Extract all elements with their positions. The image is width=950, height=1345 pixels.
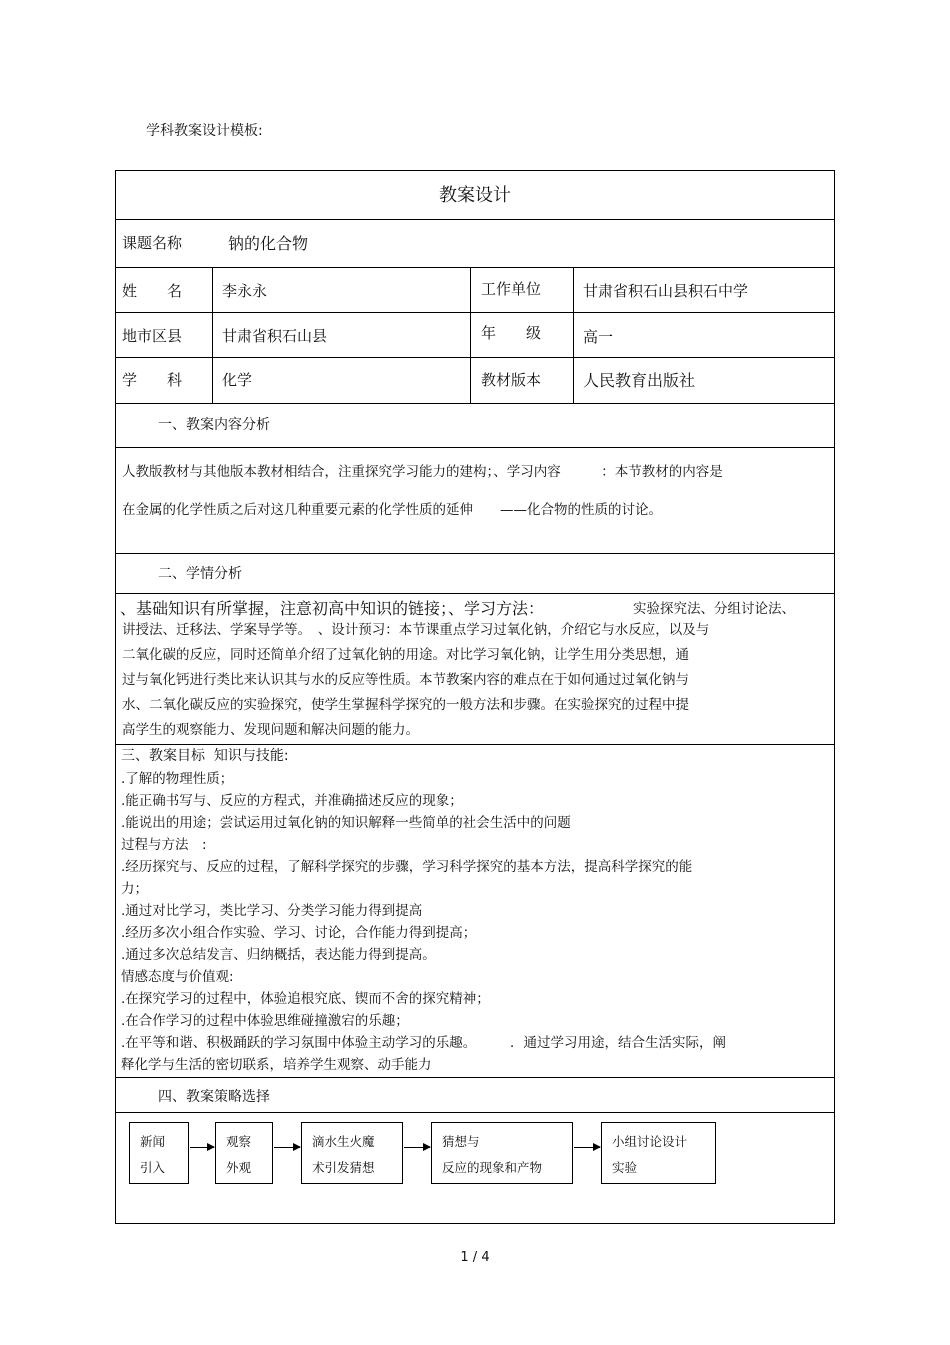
page-number: 1 / 4 xyxy=(460,1250,490,1265)
unit-value: 甘肃省积石山县积石中学 xyxy=(583,282,749,300)
topic-value: 钠的化合物 xyxy=(228,234,309,253)
text-line: 力； xyxy=(121,881,148,897)
flow-step-line: 引入 xyxy=(140,1160,166,1175)
subject-label: 学 科 xyxy=(122,371,183,389)
text-line: 过与氧化钙进行类比来认识其与水的反应等性质。本节教案内容的难点在于如何通过过氧化钠与 xyxy=(122,672,689,688)
section3-title: 三、教案目标 xyxy=(121,748,205,764)
flow-step-line: 外观 xyxy=(226,1160,252,1175)
text-line: .通过对比学习，类比学习、分类学习能力得到提高 xyxy=(121,903,423,919)
edition-label: 教材版本 xyxy=(481,371,542,389)
subject-value: 化学 xyxy=(222,371,253,389)
table-rule xyxy=(115,1112,835,1113)
section1-text xyxy=(122,498,662,523)
flow-arrow-icon xyxy=(274,1147,300,1148)
flow-step-line: 术引发猜想 xyxy=(312,1160,375,1175)
text-line: 二氧化碳的反应，同时还简单介绍了过氧化钠的用途。对比学习氧化钠，让学生用分类思想，通 xyxy=(122,647,689,663)
section3-sub: 知识与技能: xyxy=(213,748,289,764)
table-rule xyxy=(115,219,835,220)
flow-arrow-icon xyxy=(574,1147,600,1148)
table-rule xyxy=(115,593,835,594)
table-rule xyxy=(470,267,471,403)
flow-step-line: 新闻 xyxy=(140,1134,166,1149)
table-rule xyxy=(115,312,835,313)
flow-arrow-icon xyxy=(190,1147,214,1148)
flow-step-line: 观察 xyxy=(226,1134,252,1149)
flow-step-news xyxy=(129,1122,189,1184)
text-line: .经历多次小组合作实验、学习、讨论，合作能力得到提高； xyxy=(121,925,477,941)
flow-step-line: 反应的现象和产物 xyxy=(442,1160,543,1175)
edition-value: 人民教育出版社 xyxy=(583,371,696,390)
grade-value: 高一 xyxy=(583,328,614,346)
region-value: 甘肃省积石山县 xyxy=(222,327,328,345)
table-rule xyxy=(115,1077,835,1078)
table-rule xyxy=(212,267,213,403)
table-rule xyxy=(115,403,835,404)
text-line: .经历探究与、反应的过程，了解科学探究的步骤，学习科学探究的基本方法，提高科学探究的能 xyxy=(121,859,693,875)
text-line: .在平等和谐、积极踊跃的学习氛围中体验主动学习的乐趣。 ．通过学习用途，结合生活实际，阐 xyxy=(121,1035,727,1051)
unit-label: 工作单位 xyxy=(481,280,542,298)
flow-arrow-icon xyxy=(404,1147,430,1148)
text-line: 水、二氧化碳反应的实验探究，使学生掌握科学探究的一般方法和步骤。在实验探究的过程中提 xyxy=(122,697,689,713)
flow-step-discuss xyxy=(601,1122,716,1184)
text-line: 人教版教材与其他版本教材相结合，注重探究学习能力的建构；、学习内容 ：本节教材的内容是 xyxy=(122,464,723,480)
name-label: 姓 名 xyxy=(122,282,183,300)
section1-heading: 一、教案内容分析 xyxy=(158,417,270,433)
section4-heading: 四、教案策略选择 xyxy=(158,1089,270,1105)
flow-step-line: 滴水生火魔 xyxy=(312,1134,375,1149)
text-line: 在金属的化学性质之后对这几种重要元素的化学性质的延伸 ——化合物的性质的讨论。 xyxy=(122,502,662,518)
topic-label: 课题名称 xyxy=(122,234,183,252)
text-line: .在合作学习的过程中体验思维碰撞激宕的乐趣； xyxy=(121,1013,409,1029)
table-rule xyxy=(115,267,835,268)
text-line: .了解的物理性质； xyxy=(121,771,234,787)
text-line: 过程与方法 : xyxy=(121,837,207,853)
section2-line-big: 、基础知识有所掌握，注意初高中知识的链接；、学习方法： xyxy=(120,599,545,618)
section2-line-small: 实验探究法、分组讨论法、 xyxy=(633,601,795,617)
flow-step-magic xyxy=(301,1122,403,1184)
text-line: 情感态度与价值观: xyxy=(121,969,234,985)
text-line: .通过多次总结发言、归纳概括，表达能力得到提高。 xyxy=(121,947,436,963)
table-rule xyxy=(115,357,835,358)
flow-step-guess xyxy=(431,1122,573,1184)
text-line: .能正确书写与、反应的方程式，并准确描述反应的现象； xyxy=(121,793,463,809)
text-line: .在探究学习的过程中，体验追根究底、锲而不舍的探究精神； xyxy=(121,991,490,1007)
section3-heading xyxy=(121,745,289,765)
flow-step-observe xyxy=(215,1122,273,1184)
text-line: 高学生的观察能力、发现问题和解决问题的能力。 xyxy=(122,722,419,738)
table-title: 教案设计 xyxy=(439,185,511,206)
section2-heading: 二、学情分析 xyxy=(158,566,242,582)
table-rule xyxy=(115,447,835,448)
name-value: 李永永 xyxy=(222,282,268,300)
section3-text xyxy=(121,768,726,1076)
region-label: 地市区县 xyxy=(122,327,183,345)
text-line: 释化学与生活的密切联系，培养学生观察、动手能力 xyxy=(121,1057,432,1073)
flow-step-line: 猜想与 xyxy=(442,1134,480,1149)
text-line: .能说出的用途；尝试运用过氧化钠的知识解释一些简单的社会生活中的问题 xyxy=(121,815,571,831)
section1-text xyxy=(122,460,723,485)
document-title: 学科教案设计模板: xyxy=(146,123,263,139)
flow-step-line: 小组讨论设计 xyxy=(612,1134,688,1149)
flow-step-line: 实验 xyxy=(612,1160,638,1175)
table-rule xyxy=(115,553,835,554)
text-line: 讲授法、迁移法、学案导学等。 、设计预习：本节课重点学习过氧化钠，介绍它与水反应，以及与 xyxy=(122,622,710,638)
grade-label: 年 级 xyxy=(481,324,542,342)
table-rule xyxy=(573,267,574,403)
section2-text xyxy=(122,618,709,743)
